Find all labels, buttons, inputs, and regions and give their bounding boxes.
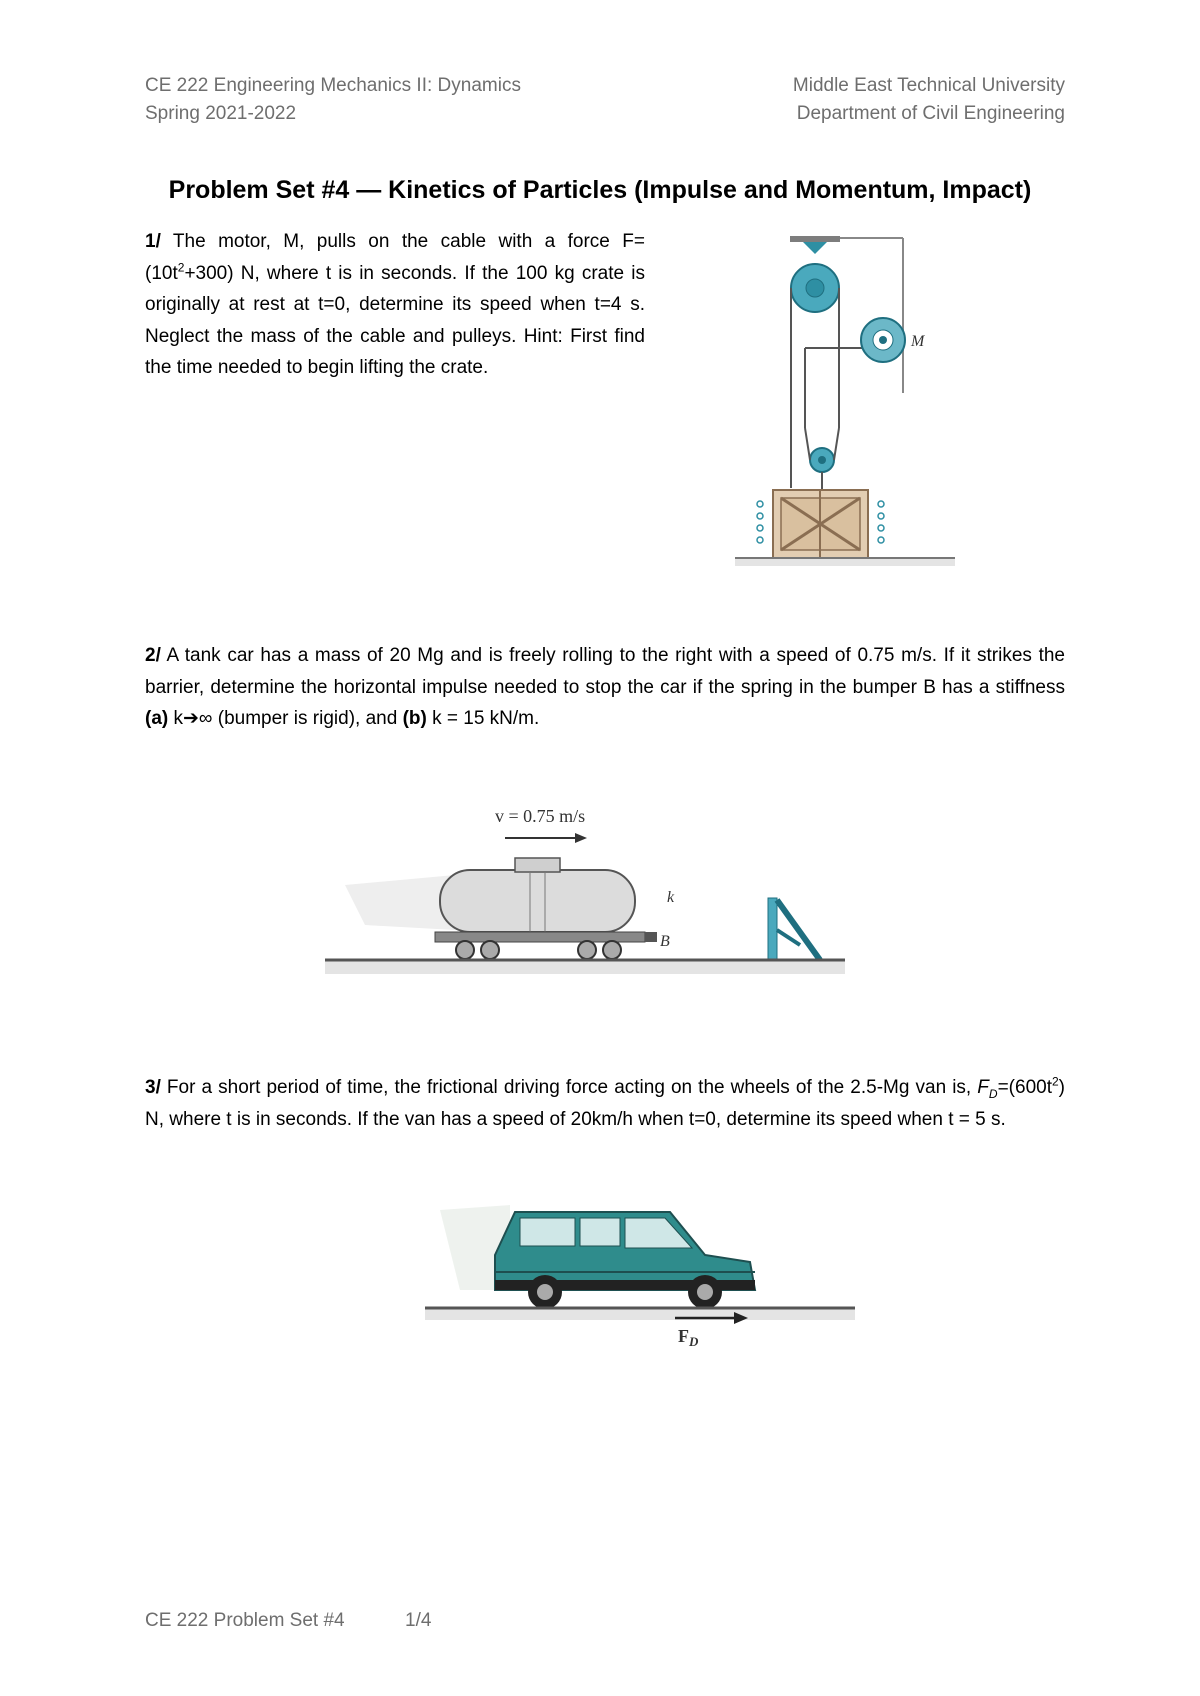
force-label: $F_D$ [678,1326,699,1349]
problem-2-part-a: (a) [145,708,169,729]
crate-icon [757,490,884,558]
problem-3-exponent: 2 [1051,1074,1059,1089]
problem-1-exponent: 2 [177,260,185,275]
problem-2-text-c: (bumper is rigid), and [212,708,403,729]
problem-1-number: 1/ [145,231,161,252]
problem-2-part-b: (b) [402,708,427,729]
problem-3-text-c: ) N, where t is in seconds. If the van has a speed of 20km/h when t=0, determine its speed when t = 5 s. [145,1077,1065,1130]
pulley-hanger [803,242,827,254]
header-left [145,72,521,128]
barrier-icon [768,898,820,960]
problem-1-text-b: +300) N, where t is in seconds. If the 100 kg crate is originally at rest at t=0, determine its speed when t=4 s. Neglect the mass of the cable and pulleys. Hint: First find the time needed to begin lifting the crate. [145,262,645,378]
van-figure [420,1200,860,1350]
problem-2-text [145,640,1065,735]
bumper-label: B [660,933,670,950]
problem-1-text-a: The motor, M, pulls on the cable with a force F=(10t [145,231,645,284]
problem-3-text-b: =(600t [997,1077,1052,1098]
tank-car-icon [435,858,657,959]
problem-2-number: 2/ [145,645,161,666]
course-name: CE 222 Engineering Mechanics II: Dynamics [145,75,521,96]
problem-2-text-b: k [168,708,184,729]
pulley-crate-figure [735,228,965,568]
problem-1-text [145,226,645,384]
motor-label: M [911,333,925,350]
page-number: 1/4 [405,1610,432,1631]
problem-3-text [145,1072,1065,1135]
footer-title: CE 222 Problem Set #4 [145,1610,345,1631]
department-name: Department of Civil Engineering [796,103,1065,124]
fd-subscript: D [988,1086,998,1101]
page-title: Problem Set #4 — Kinetics of Particles (Impulse and Momentum, Impact) [168,176,1032,204]
van-icon [495,1212,755,1309]
velocity-label: v = 0.75 m/s [495,806,586,826]
arrow-icon: ➔∞ [183,708,213,729]
tank-car-figure [325,800,865,990]
term: Spring 2021-2022 [145,103,297,124]
problem-3-number: 3/ [145,1077,161,1098]
problem-2-text-a: A tank car has a mass of 20 Mg and is freely rolling to the right with a speed of 0.75 m/s. If it strikes the barrier, determine the horizontal impulse needed to stop the car if the spring in the bumper B has a stiffness [145,645,1065,698]
header-right [793,72,1065,128]
fd-symbol: F [977,1077,989,1098]
spring-label: k [667,889,675,906]
university-name: Middle East Technical University [792,75,1065,96]
problem-2-text-d: k = 15 kN/m. [426,708,540,729]
ceiling-bracket [790,236,840,242]
problem-3-text-a: For a short period of time, the frictional driving force acting on the wheels of the 2.5-Mg van is, [160,1077,978,1098]
